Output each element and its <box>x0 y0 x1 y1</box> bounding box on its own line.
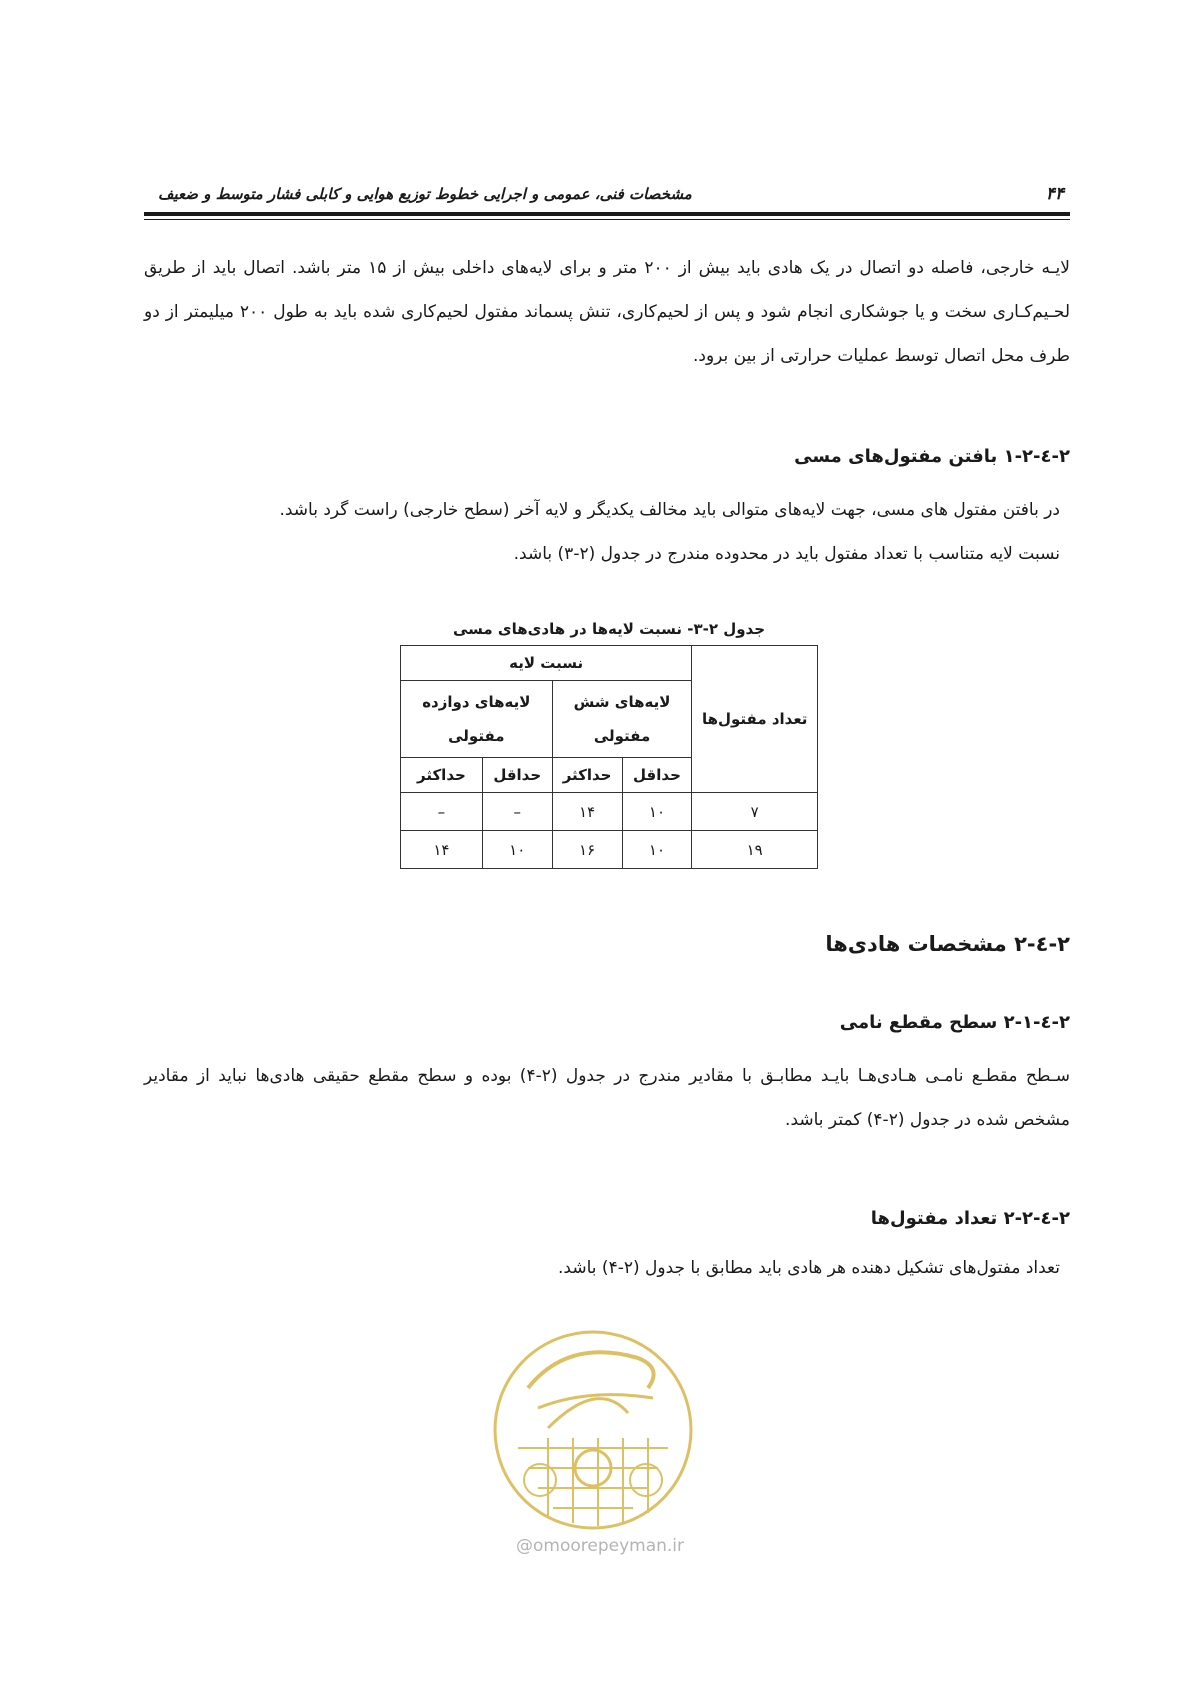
cell-six-max: ۱۶ <box>552 831 622 869</box>
cell-wires: ۱۹ <box>692 831 818 869</box>
section-2-4-1-2-line-1: در بافتن مفتول های مسی، جهت لایه‌های متوالی باید مخالف یکدیگر و لایه آخر (سطح خارجی) راست گرد باشد. <box>279 500 1060 520</box>
section-heading-2-4-2-1: ۲-٤-۲-۱ سطح مقطع نامی <box>839 1012 1070 1033</box>
table-row <box>401 831 818 869</box>
header-title: مشخصات فنی، عمومی و اجرایی خطوط توزیع هوایی و کابلی فشار متوسط و ضعیف <box>158 185 692 203</box>
intro-paragraph: لایـه خارجی، فاصله دو اتصال در یک هادی باید بیش از ۲۰۰ متر و برای لایه‌های داخلی بیش از ۱۵ متر باشد. اتصال باید از طریق لحـیم‌کـاری سخت و یا جوشکاری انجام شود و پس از لحیم‌کاری، تنش پسماند مفتول لحیم‌کاری شده باید به طول ۲۰۰ میلیمتر از دو طرف محل اتصال توسط عملیات حرارتی از بین برود. <box>144 258 1070 366</box>
layer-ratio-table <box>400 645 818 869</box>
header-rule-thin <box>144 219 1070 220</box>
section-2-4-1-2-line-2: نسبت لایه متناسب با تعداد مفتول باید در محدوده مندرج در جدول (۲-۳) باشد. <box>513 544 1060 564</box>
section-heading-2-4-2-2: ۲-٤-۲-۲ تعداد مفتول‌ها <box>870 1208 1070 1229</box>
cell-six-max: ۱۴ <box>552 793 622 831</box>
header-rule-thick <box>144 212 1070 216</box>
section-2-4-2-1-text: سـطح مقطـع نامـی هـادی‌هـا بایـد مطابـق با مقادیر مندرج در جدول (۲-۴) بوده و سطح مقطع حقیقی هادی‌ها نباید از مقادیر مشخص شده در جدول (۲-۴) کمتر باشد. <box>144 1066 1070 1130</box>
cell-wires: ۷ <box>692 793 818 831</box>
watermark-url: @omoorepeyman.ir <box>515 1536 685 1556</box>
section-heading-2-4-1-2: ۲-٤-۱-۲ بافتن مفتول‌های مسی <box>794 446 1070 467</box>
cell-six-min: ۱۰ <box>622 793 692 831</box>
header-twelve-wire-layers: لایه‌های دوازده مفتولی <box>401 681 553 758</box>
header-six-wire-layers: لایه‌های شش مفتولی <box>552 681 692 758</box>
section-2-4-2-2-text: تعداد مفتول‌های تشکیل دهنده هر هادی باید مطابق با جدول (۲-۴) باشد. <box>558 1258 1060 1278</box>
header-six-min: حداقل <box>622 758 692 793</box>
running-header <box>144 184 1070 210</box>
watermark-logo <box>488 1318 698 1568</box>
page-number: ۴۴ <box>1045 184 1064 204</box>
table-row <box>401 793 818 831</box>
at-icon: @ <box>515 1536 533 1556</box>
cell-six-min: ۱۰ <box>622 831 692 869</box>
cell-twelve-min: ۱۰ <box>482 831 552 869</box>
header-twelve-min: حداقل <box>482 758 552 793</box>
header-wire-count: تعداد مفتول‌ها <box>692 646 818 793</box>
cell-twelve-min: – <box>482 793 552 831</box>
header-six-max: حداکثر <box>552 758 622 793</box>
table-caption: جدول ۲-۳- نسبت لایه‌ها در هادی‌های مسی <box>452 620 766 638</box>
header-layer-ratio: نسبت لایه <box>401 646 692 681</box>
header-twelve-max: حداکثر <box>401 758 483 793</box>
section-heading-2-4-2: ۲-٤-۲ مشخصات هادی‌ها <box>825 932 1070 956</box>
cell-twelve-max: – <box>401 793 483 831</box>
cell-twelve-max: ۱۴ <box>401 831 483 869</box>
